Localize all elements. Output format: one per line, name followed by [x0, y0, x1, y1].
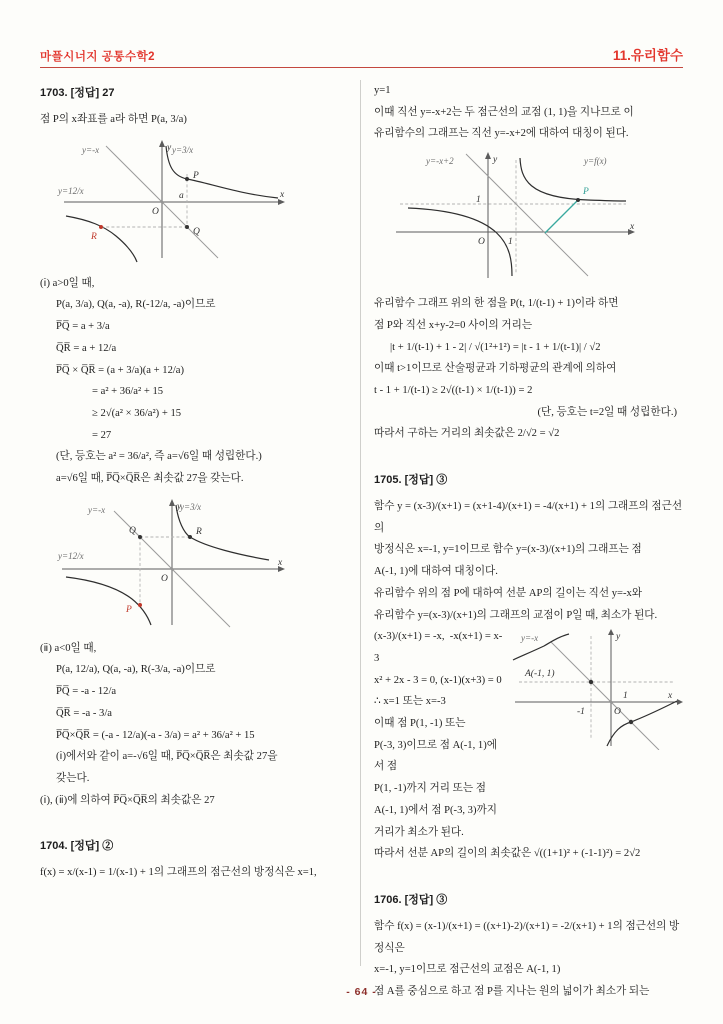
text-line: 거리가 최소가 된다. [374, 826, 464, 838]
text-line: A(-1, 1)에 대하여 대칭이다. [374, 566, 498, 578]
p1705-body [374, 496, 683, 626]
point-R-dot [188, 535, 192, 539]
text-line: = a² + 36/a² + 15 [92, 386, 164, 398]
point-P-dot [138, 603, 142, 607]
graph-1704 [388, 152, 638, 284]
text-line: (ⅰ), (ⅱ)에 의하여 P̅Q̅×Q̅R̅의 최솟값은 27 [40, 794, 215, 806]
tick-minus-1-label: -1 [577, 707, 585, 718]
y-axis-label: y [616, 632, 621, 643]
text-line: P̅Q̅ × Q̅R̅ = (a + 3/a)(a + 12/a) [56, 364, 185, 376]
figure-1703-case2 [54, 497, 349, 629]
text-line: P(1, -1)까지 거리 또는 점 [374, 783, 486, 795]
tick-1-x-label: 1 [508, 237, 513, 248]
text-line: 이때 점 P(1, -1) 또는 [374, 718, 466, 730]
point-P-label: P [583, 187, 589, 198]
text-line: 점 P의 x좌표를 a라 하면 P(a, 3/a) [40, 114, 187, 125]
line-y-equals-minus-x [551, 642, 659, 750]
text-line: 따라서 선분 AP의 길이의 최솟값은 √((1+1)² + (-1-1)²) = 2√2 [374, 848, 641, 860]
p1704-continuation [374, 80, 683, 145]
graph-1703-case1 [54, 138, 286, 264]
distance-segment [545, 200, 578, 233]
text-line: x=-1, y=1이므로 점근선의 교점은 A(-1, 1) [374, 964, 561, 976]
y-axis-arrow-icon [169, 499, 175, 506]
tick-1-label: 1 [623, 691, 628, 702]
page-header [40, 44, 683, 64]
point-A-dot [589, 680, 593, 684]
text-line: a=√6일 때, P̅Q̅×Q̅R̅은 최솟값 27을 갖는다. [56, 473, 244, 485]
text-line: (ⅰ)에서와 같이 a=-√6일 때, P̅Q̅×Q̅R̅은 최솟값 27을 [56, 751, 278, 763]
point-P-dot [576, 198, 580, 202]
text-line: (단, 등호는 t=2일 때 성립한다.) [537, 406, 677, 418]
text-line: 유리함수의 그래프는 직선 y=-x+2에 대하여 대칭이 된다. [374, 128, 629, 140]
text-line: |t + 1/(t-1) + 1 - 2| / √(1²+1²) = |t - 1 + 1/(t-1)| / √2 [390, 341, 601, 353]
text-line: P̅Q̅×Q̅R̅ = (-a - 12/a)(-a - 3/a) = a² + 36/a² + 15 [56, 729, 255, 741]
p1705-conclusion [374, 843, 683, 865]
label-line: y=-x+2 [426, 156, 454, 167]
point-Q-dot [138, 535, 142, 539]
text-line: (단, 등호는 a² = 36/a², 즉 a=√6일 때 성립한다.) [56, 451, 262, 463]
text-line: 갖는다. [56, 772, 90, 784]
text-line: (ⅰ) a>0일 때, [40, 277, 95, 289]
page-number-text: - 64 - [346, 986, 377, 998]
text-line: Q̅R̅ = -a - 3/a [56, 707, 112, 719]
point-A-label: A(-1, 1) [525, 669, 555, 680]
point-P-dot [185, 177, 189, 181]
left-column [40, 80, 360, 966]
problem-title-1705: 1705. [정답] ③ [374, 474, 448, 487]
text-line: 함수 f(x) = (x-1)/(x+1) = ((x+1)-2)/(x+1) = -2/(x+1) + 1의 점근선의 방정식은 [374, 920, 680, 954]
text-line: P(a, 3/a), Q(a, -a), R(-12/a, -a)이므로 [56, 299, 216, 311]
point-P-label: P [193, 170, 199, 181]
text-line: A(-1, 1)에서 점 P(-3, 3)까지 [374, 804, 497, 816]
point-P-label: P [126, 604, 132, 615]
origin-label: O [614, 707, 621, 718]
p1705-figure-block [374, 626, 683, 843]
point-R-label: R [91, 231, 97, 242]
text-line: P̅Q̅ = a + 3/a [56, 321, 110, 333]
p1703-intro [40, 109, 349, 131]
point-R-dot [99, 225, 103, 229]
x-axis-label: x [630, 222, 635, 233]
figure-1703-case1 [54, 138, 349, 264]
point-Q-label: Q [129, 525, 136, 536]
y-axis-arrow-icon [485, 152, 491, 159]
problem-title-1706: 1706. [정답] ③ [374, 893, 448, 906]
hyperbola-left-branch [408, 208, 512, 276]
origin-label: O [478, 237, 485, 248]
text-line: P̅Q̅ = -a - 12/a [56, 686, 117, 698]
point-Q-label: Q [193, 226, 200, 237]
x-axis-label: x [278, 557, 283, 568]
page-number [0, 986, 723, 998]
book-title: 마플시너지 공통수학2 [40, 51, 156, 63]
text-line: 방정식은 x=-1, y=1이므로 함수 y=(x-3)/(x+1)의 그래프는 점 [374, 544, 642, 556]
text-line: P(a, 12/a), Q(a, -a), R(-3/a, -a)이므로 [56, 664, 216, 676]
tick-a-label: a [179, 190, 184, 201]
text-line: 이때 직선 y=-x+2는 두 점근선의 교점 (1, 1)을 지나므로 이 [374, 106, 634, 118]
text-line: 함수 y = (x-3)/(x+1) = (x+1-4)/(x+1) = -4/(x+1) + 1의 그래프의 점근선의 [374, 501, 683, 534]
y-axis-label: y [167, 142, 172, 153]
y-axis-arrow-icon [608, 629, 614, 635]
label-line: y=-x [82, 144, 100, 155]
point-Q-dot [185, 225, 189, 229]
header-rule [40, 67, 683, 68]
line-y-equals-minus-x-plus-2 [466, 154, 588, 276]
text-line: f(x) = x/(x-1) = 1/(x-1) + 1의 그래프의 점근선의 방정식은 x=1, [40, 867, 317, 879]
graph-1705 [511, 628, 683, 750]
p1704-body [40, 862, 349, 884]
text-line: t - 1 + 1/(t-1) ≥ 2√((t-1) × 1/(t-1)) = 2 [374, 384, 533, 396]
label-curve-left: y=12/x [58, 550, 84, 561]
y-axis-label: y [493, 155, 498, 166]
tick-1-y-label: 1 [476, 195, 481, 206]
p1704-continuation-2 [374, 293, 683, 445]
text-line: x² + 2x - 3 = 0, (x-1)(x+3) = 0 [374, 674, 502, 686]
y-axis-arrow-icon [159, 140, 165, 147]
chapter-title: 11.유리함수 [612, 48, 683, 63]
label-curve: y=f(x) [584, 156, 607, 167]
text-line: = 27 [92, 429, 112, 441]
hyperbola-right-branch [520, 158, 626, 201]
label-curve-top: y=3/x [172, 144, 194, 155]
label-curve-left: y=12/x [58, 185, 84, 196]
text-line: y=1 [374, 85, 391, 96]
origin-label: O [152, 206, 159, 217]
origin-label: O [161, 573, 168, 584]
text-line: 유리함수 그래프 위의 한 점을 P(t, 1/(t-1) + 1)이라 하면 [374, 298, 619, 310]
point-P-dot [629, 720, 633, 724]
text-line: 이때 t>1이므로 산술평균과 기하평균의 관계에 의하여 [374, 363, 617, 375]
y-axis-label: y [177, 501, 182, 512]
label-line: y=-x [521, 633, 539, 644]
text-line: ∴ x=1 또는 x=-3 [374, 696, 446, 708]
x-axis-arrow-icon [677, 699, 683, 705]
label-curve-top: y=3/x [180, 501, 202, 512]
text-line: 유리함수 위의 점 P에 대하여 선분 AP의 길이는 직선 y=-x와 [374, 587, 643, 599]
text-line: (x-3)/(x+1) = -x, -x(x+1) = x-3 [374, 631, 503, 664]
hyperbola-12-over-x [66, 577, 151, 625]
text-line: ≥ 2√(a² × 36/a²) + 15 [92, 407, 182, 419]
hyperbola-12-over-x [66, 216, 137, 262]
text-line: 따라서 구하는 거리의 최솟값은 2/√2 = √2 [374, 428, 560, 440]
text-line: (ⅱ) a<0일 때, [40, 642, 97, 654]
figure-1704 [388, 152, 683, 284]
label-line: y=-x [88, 504, 106, 515]
hyperbola-3-over-x [176, 505, 269, 560]
point-R-label: R [196, 526, 202, 537]
text-line: P(-3, 3)이므로 점 A(-1, 1)에서 점 [374, 739, 497, 773]
text-line: Q̅R̅ = a + 12/a [56, 342, 117, 354]
x-axis-label: x [668, 691, 673, 702]
problem-title-1703: 1703. [정답] 27 [40, 87, 115, 99]
p1703-case1 [40, 273, 349, 490]
problem-title-1704: 1704. [정답] ② [40, 840, 114, 853]
p1703-case2 [40, 638, 349, 812]
text-line: 점 P와 직선 x+y-2=0 사이의 거리는 [374, 319, 533, 331]
text-line: 점 A를 중심으로 하고 점 P를 지나는 원의 넓이가 최소가 되는 [374, 986, 650, 998]
x-axis-label: x [280, 189, 285, 200]
figure-1705 [511, 628, 683, 755]
graph-1703-case2 [54, 497, 286, 629]
text-line: 유리함수 y=(x-3)/(x+1)의 그래프의 교점이 P일 때, 최소가 된다. [374, 609, 658, 621]
